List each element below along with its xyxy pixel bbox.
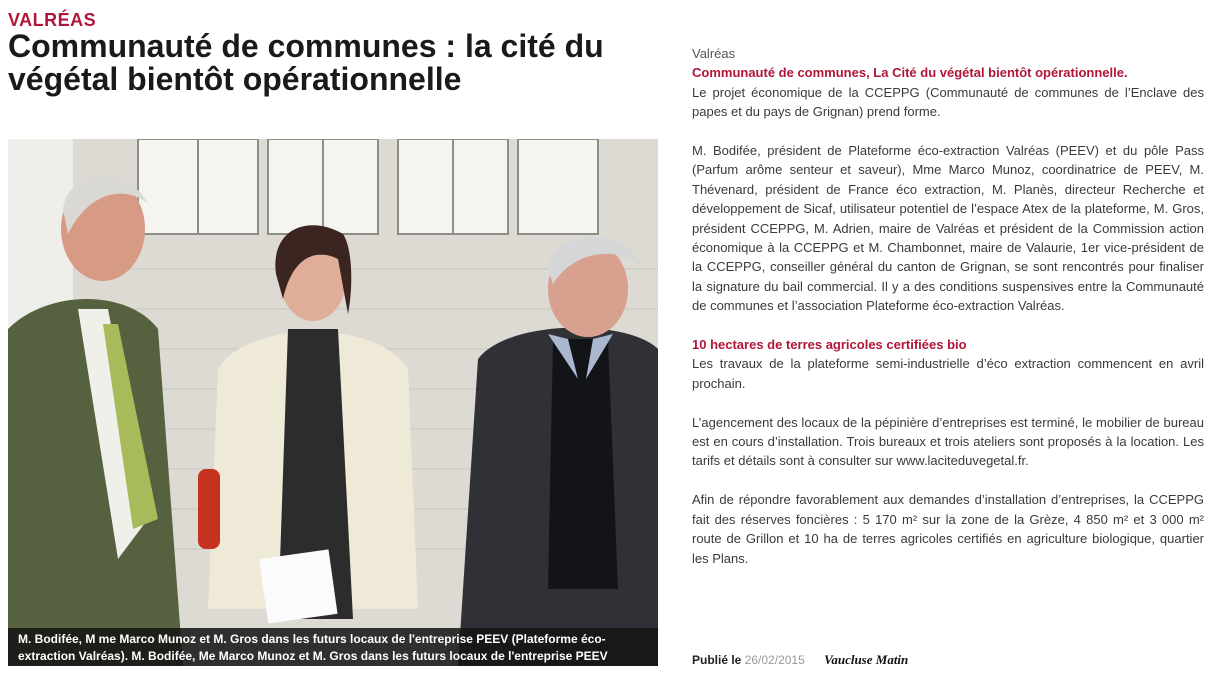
article-body [692,44,1204,568]
article-paragraph-1: Le projet économique de la CCEPPG (Communauté de communes de l’Enclave des papes et du pays de Grignan) prend forme. [692,84,1204,120]
article-paragraph-2: M. Bodifée, président de Plateforme éco-extraction Valréas (PEEV) et du pôle Pass (Parfum arôme senteur et saveur), Mme Marco Munoz, coordinatrice de PEEV, M. Thévenard, président de France éco extraction, M. Planès, directeur Recherche et développement de Sicaf, utilisateur potentiel de l’espace Atex de la plateforme, M. Gros, président CCEPPG, M. Adrien, maire de Valréas et président de la Commission action économique à la CCEPPG et M. Chambonnet, maire de Valaurie, 1er vice-président de la CCEPPG, conseiller général du canton de Grignan, se sont rencontrés pour finaliser la signature du bail commercial. Il y a des conditions suspensives entre la Communauté de communes et l’association Plateforme éco-extraction Valréas. [692,143,1204,314]
published-date: 26/02/2015 [744,653,805,667]
article-headline: Communauté de communes : la cité du végétal bientôt opérationnelle [8,28,604,97]
article-footer [692,652,1204,668]
article-lead-title: Communauté de communes, La Cité du végétal bientôt opérationnelle. [692,65,1128,81]
article-paragraph-5: Afin de répondre favorablement aux demandes d’installation d’entreprises, la CCEPPG fait des réserves foncières : 5 170 m² sur la zone de la Grèze, 4 850 m² et 3 000 m² route de Grillon et 10 ha de terres agricoles certifiés en agriculture biologique, quartier les Plans. [692,492,1204,566]
published-label: Publié le [692,653,742,667]
source-name: Vaucluse Matin [824,652,909,667]
photo-illustration [8,139,658,666]
article-paragraph-3: Les travaux de la plateforme semi-industrielle d’éco extraction commencent en avril prochain. [692,356,1204,391]
article-subheading: 10 hectares de terres agricoles certifiées bio [692,337,967,353]
article-paragraph-4: L’agencement des locaux de la pépinière d’entreprises est terminé, le mobilier de bureau est en cours d’installation. Trois bureaux et trois ateliers sont proposés à la location. Les tarifs et détails sont à consulter sur www.laciteduvegetal.fr. [692,414,1204,469]
photo-caption: M. Bodifée, M me Marco Munoz et M. Gros dans les futurs locaux de l'entreprise PEEV (Plateforme éco-extraction Valréas). M. Bodifée, Me Marco Munoz et M. Gros dans les futurs locaux de l'entreprise PEEV [8,628,658,666]
article-location: Valréas [692,46,736,61]
article-photo [8,139,658,666]
section-kicker: VALRÉAS [8,10,97,30]
